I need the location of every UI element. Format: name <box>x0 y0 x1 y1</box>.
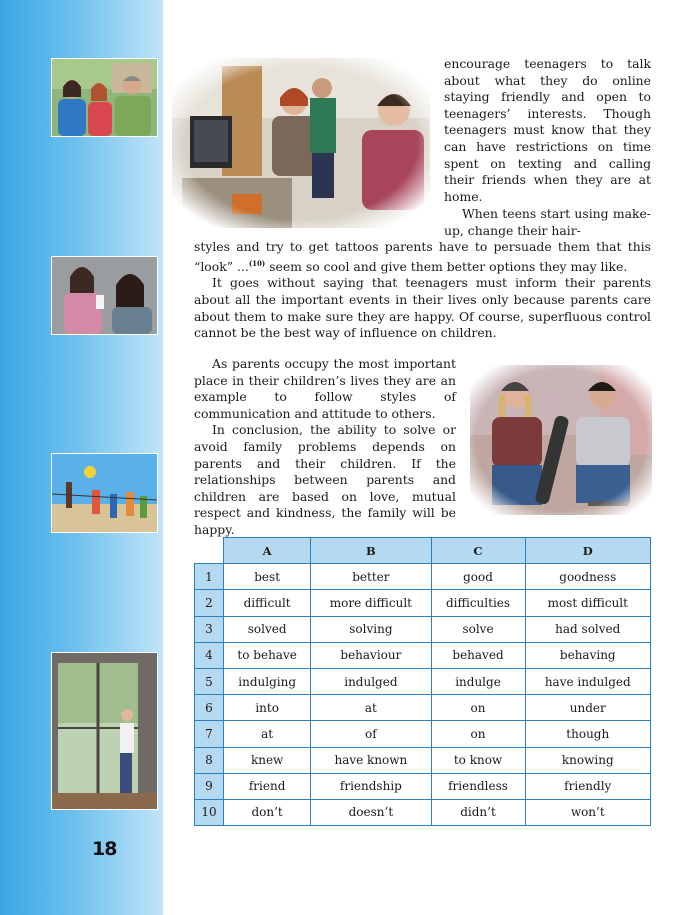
header-col-b: B <box>311 538 431 564</box>
teen-girls-phone-photo <box>51 256 158 335</box>
row-number: 2 <box>195 590 224 616</box>
boys-skateboard-photo <box>470 365 652 515</box>
answer-options-table <box>194 537 651 826</box>
table-row <box>195 695 651 721</box>
article-paragraph-4-5 <box>194 356 456 539</box>
option-b: solving <box>311 616 431 642</box>
header-col-d: D <box>525 538 650 564</box>
option-c: solve <box>431 616 525 642</box>
paragraph-3-text: It goes without saying that teenagers must inform their parents about all the important events in their lives only because parents care about them to make sure they are happy. Of course, superfluous control cannot be the best way of influence on children. <box>194 275 651 341</box>
table-row <box>195 668 651 694</box>
page-number: 18 <box>92 838 117 860</box>
row-number: 1 <box>195 564 224 590</box>
option-a: best <box>224 564 311 590</box>
beach-volleyball-photo <box>51 453 158 533</box>
row-number: 7 <box>195 721 224 747</box>
option-d: though <box>525 721 650 747</box>
option-d: knowing <box>525 747 650 773</box>
row-number: 4 <box>195 642 224 668</box>
option-c: didn’t <box>431 799 525 825</box>
option-d: won’t <box>525 799 650 825</box>
option-a: difficult <box>224 590 311 616</box>
table-row <box>195 564 651 590</box>
option-c: on <box>431 721 525 747</box>
article-paragraph-2-top <box>444 206 651 239</box>
option-a: knew <box>224 747 311 773</box>
option-c: friendless <box>431 773 525 799</box>
option-d: under <box>525 695 650 721</box>
row-number: 8 <box>195 747 224 773</box>
paragraph-5-text: In conclusion, the ability to solve or avoid family problems depends on parents and their children. If the relationships between parents and children are based on love, mutual respect and kindness, the family will be happy. <box>194 422 456 537</box>
option-d: goodness <box>525 564 650 590</box>
option-c: on <box>431 695 525 721</box>
option-a: at <box>224 721 311 747</box>
option-b: behaviour <box>311 642 431 668</box>
option-c: good <box>431 564 525 590</box>
row-number: 3 <box>195 616 224 642</box>
option-d: had solved <box>525 616 650 642</box>
table-row <box>195 590 651 616</box>
option-c: behaved <box>431 642 525 668</box>
article-paragraph-2-3 <box>194 239 651 342</box>
paragraph-4-text: As parents occupy the most important place in their children’s lives they are an example to follow styles of communication and attitude to others. <box>194 356 456 421</box>
table-row <box>195 642 651 668</box>
row-number: 9 <box>195 773 224 799</box>
option-b: more difficult <box>311 590 431 616</box>
table-row <box>195 721 651 747</box>
gap-marker-10: (10) <box>248 258 266 268</box>
table-header-row <box>195 538 651 564</box>
option-b: at <box>311 695 431 721</box>
option-d: behaving <box>525 642 650 668</box>
option-d: most difficult <box>525 590 650 616</box>
option-b: better <box>311 564 431 590</box>
option-a: solved <box>224 616 311 642</box>
option-b: indulged <box>311 668 431 694</box>
header-col-a: A <box>224 538 311 564</box>
paragraph-2-part-c: seem so cool and give them better options they may like. <box>265 258 628 274</box>
option-b: of <box>311 721 431 747</box>
option-c: indulge <box>431 668 525 694</box>
paragraph-2-part-b: styles and try to get tattoos parents have to persuade them that this “look” ... <box>194 239 651 274</box>
row-number: 6 <box>195 695 224 721</box>
option-c: to know <box>431 747 525 773</box>
option-d: have indulged <box>525 668 650 694</box>
option-d: friendly <box>525 773 650 799</box>
option-b: friendship <box>311 773 431 799</box>
option-a: don’t <box>224 799 311 825</box>
paragraph-2-rest <box>194 239 651 275</box>
row-number: 5 <box>195 668 224 694</box>
option-a: friend <box>224 773 311 799</box>
girl-window-photo <box>51 652 158 810</box>
option-c: difficulties <box>431 590 525 616</box>
table-row <box>195 773 651 799</box>
table-row <box>195 747 651 773</box>
paragraph-2-start: When teens start using make-up, change their hair- <box>444 206 651 238</box>
row-number: 10 <box>195 799 224 825</box>
option-a: into <box>224 695 311 721</box>
header-corner <box>195 538 224 564</box>
family-group-photo <box>51 58 158 137</box>
option-b: have known <box>311 747 431 773</box>
option-b: doesn’t <box>311 799 431 825</box>
option-a: indulging <box>224 668 311 694</box>
table-row <box>195 616 651 642</box>
table-row <box>195 799 651 825</box>
header-col-c: C <box>431 538 525 564</box>
article-paragraph-1 <box>444 56 651 205</box>
family-computer-photo <box>172 58 430 228</box>
paragraph-1-text: encourage teenagers to talk about what they do online staying friendly and open to teenagers’ interests. Though teenagers must know that they can have restrictions on time spent on texting and calling their friends when they are at home. <box>444 56 651 204</box>
option-a: to behave <box>224 642 311 668</box>
